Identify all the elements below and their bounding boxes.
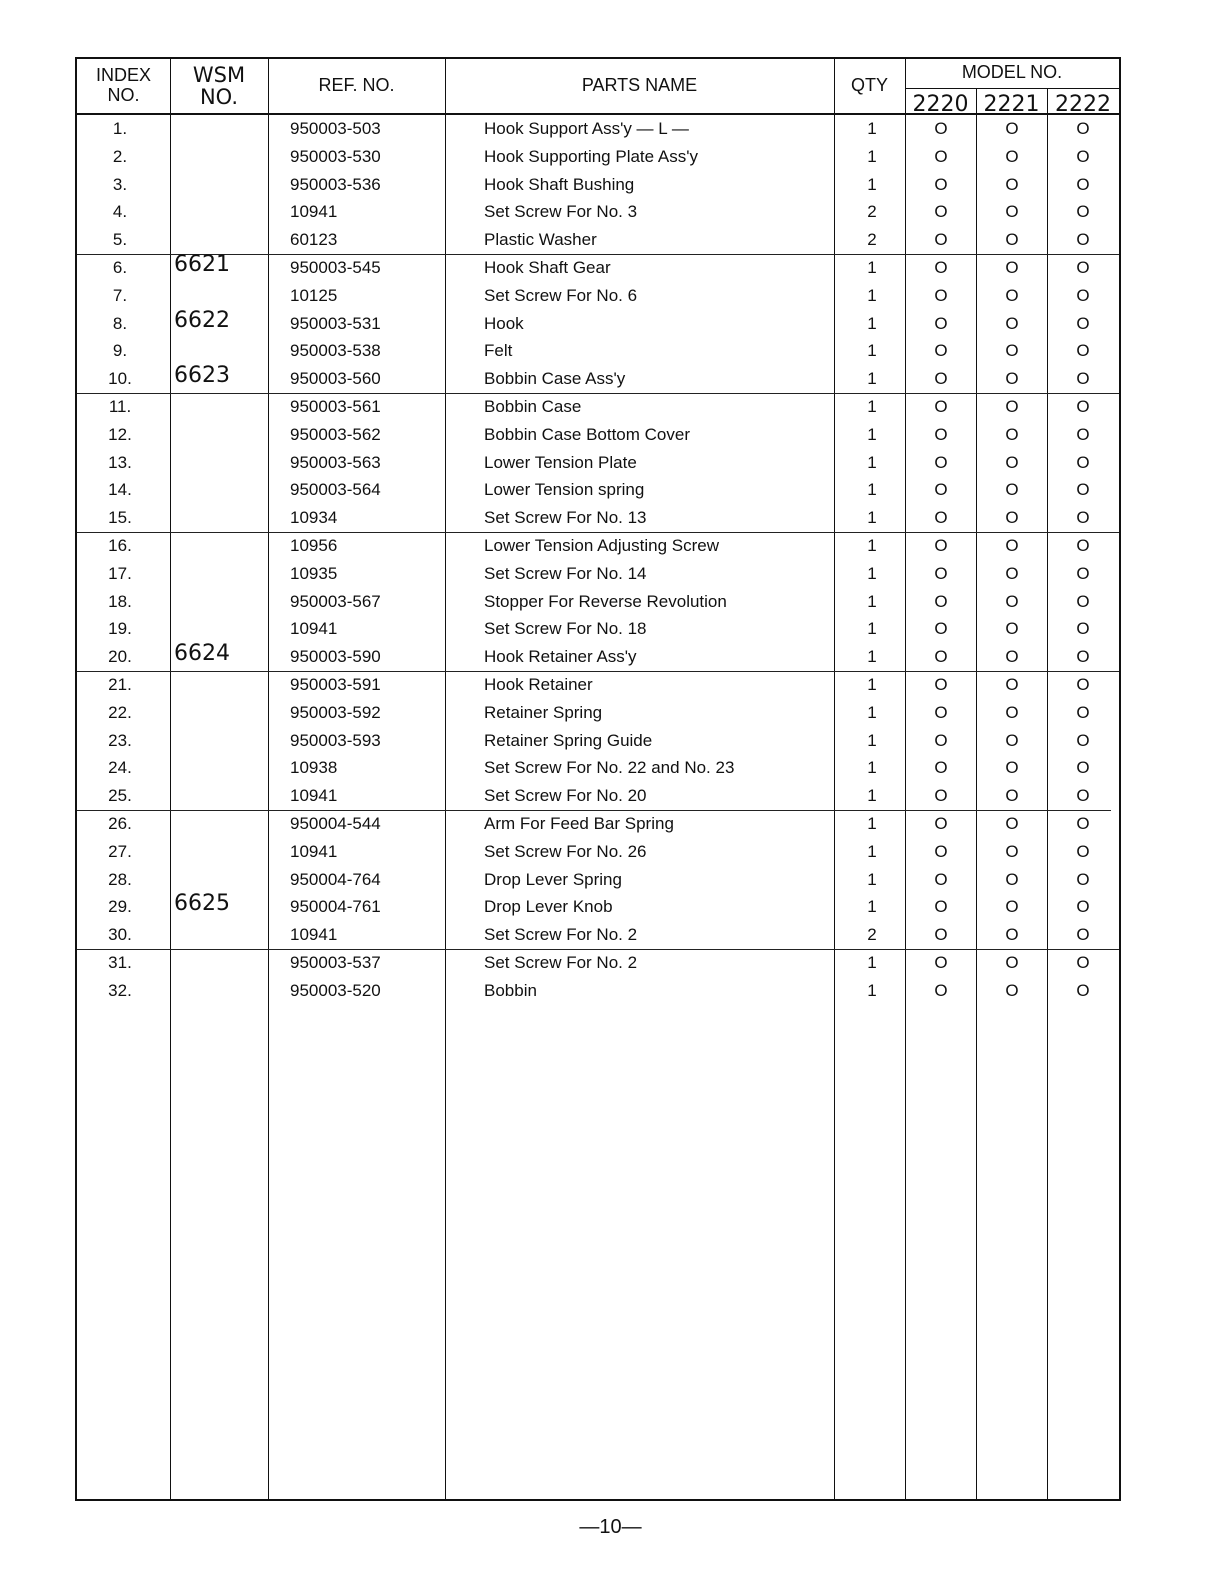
model-2220-mark: O [934,869,948,889]
model-2221-mark: O [1005,119,1019,138]
model-2222-mark: O [1076,536,1090,555]
wsm-cell: 6621 [174,252,230,277]
qty-cell: 2 [867,925,877,945]
header-wsm-line1: WSM [192,63,246,87]
model-2220-mark: O [934,758,948,778]
model-2220-mark: O [934,397,948,416]
ref-no-cell: 950003-567 [290,591,381,611]
parts-name-cell: Hook Shaft Bushing [484,174,635,194]
model-2222-mark: O [1076,508,1090,528]
ref-no-cell: 10941 [290,925,338,945]
table-row [77,782,1119,810]
model-2221-mark: O [1005,230,1019,250]
model-2222-mark: O [1076,702,1090,722]
parts-name-cell: Hook [484,313,524,333]
qty-cell: 1 [867,758,877,778]
qty-cell: 1 [867,786,877,806]
model-2222-mark: O [1076,925,1090,945]
table-row [77,254,1119,282]
index-cell: 4. [112,202,128,222]
table-row [77,588,1119,616]
table-row [77,282,1119,310]
index-cell: 9. [112,341,128,361]
model-2220-mark: O [934,897,948,917]
table-row [77,421,1119,449]
index-cell: 3. [112,174,128,194]
qty-cell: 1 [867,980,877,1000]
table-row [77,143,1119,171]
model-2222-mark: O [1076,647,1090,667]
model-2222-mark: O [1076,341,1090,361]
model-2221-mark: O [1005,397,1019,416]
model-2221-mark: O [1005,536,1019,555]
table-row [77,838,1119,866]
index-cell: 1. [112,119,128,138]
index-cell: 30. [108,925,132,945]
table-row [77,115,1119,143]
parts-name-cell: Set Screw For No. 3 [484,202,638,222]
ref-no-cell: 950004-764 [290,869,381,889]
parts-name-cell: Set Screw For No. 18 [484,619,647,639]
table-row [77,365,1119,393]
model-2221-mark: O [1005,480,1019,500]
parts-name-cell: Hook Retainer [484,675,593,694]
parts-name-cell: Retainer Spring [484,702,603,722]
table-row [77,699,1119,727]
index-cell: 12. [108,424,132,444]
parts-name-cell: Hook Shaft Gear [484,258,611,277]
model-2222-mark: O [1076,980,1090,1000]
ref-no-cell: 950004-544 [290,814,381,833]
model-2220-mark: O [934,480,948,500]
header-index-line1: INDEX [95,65,151,85]
table-row [77,921,1119,949]
model-2222-mark: O [1076,675,1090,694]
parts-name-cell: Set Screw For No. 2 [484,953,638,972]
model-2220-mark: O [934,925,948,945]
model-2222-mark: O [1076,869,1090,889]
ref-no-cell: 950003-538 [290,341,381,361]
ref-no-cell: 950003-593 [290,730,381,750]
ref-no-cell: 10941 [290,786,338,806]
model-2222-mark: O [1076,758,1090,778]
index-cell: 31. [108,953,132,972]
wsm-cell: 6623 [174,363,230,389]
qty-cell: 1 [867,814,877,833]
index-cell: 11. [108,397,132,416]
model-2221-mark: O [1005,730,1019,750]
qty-cell: 1 [867,508,877,528]
table-row [77,307,1119,338]
parts-name-cell: Set Screw For No. 14 [484,563,647,583]
model-2220-mark: O [934,814,948,833]
table-row [77,893,1119,921]
ref-no-cell: 950003-563 [290,452,381,472]
qty-cell: 1 [867,341,877,361]
model-2221-mark: O [1005,786,1019,806]
parts-name-cell: Hook Support Ass'y — L — [484,119,689,138]
wsm-cell: 6624 [174,641,230,667]
parts-name-cell: Set Screw For No. 22 and No. 23 [484,758,735,778]
model-2221-mark: O [1005,953,1019,972]
model-2222-mark: O [1076,230,1090,250]
ref-no-cell: 10941 [290,841,338,861]
table-row [77,615,1119,643]
model-2221-mark: O [1005,869,1019,889]
model-2221-mark: O [1005,369,1019,389]
header-divider [905,88,1119,89]
model-2220-mark: O [934,424,948,444]
ref-no-cell: 950003-592 [290,702,381,722]
model-2221-mark: O [1005,925,1019,945]
index-cell: 24. [108,758,132,778]
model-2220-mark: O [934,980,948,1000]
wsm-cell: 6625 [174,891,230,917]
qty-cell: 2 [867,202,877,222]
model-2220-mark: O [934,619,948,639]
model-2220-mark: O [934,563,948,583]
ref-no-cell: 950003-503 [290,119,381,138]
parts-name-cell: Drop Lever Knob [484,897,613,917]
index-cell: 13. [108,452,132,472]
parts-list-table [75,57,1121,1501]
parts-name-cell: Felt [484,341,513,361]
model-2220-mark: O [934,953,948,972]
ref-no-cell: 950003-545 [290,258,381,277]
parts-name-cell: Hook Retainer Ass'y [484,647,637,667]
model-2221-mark: O [1005,341,1019,361]
parts-name-cell: Retainer Spring Guide [484,730,653,750]
table-row [77,337,1119,365]
qty-cell: 1 [867,647,877,667]
index-cell: 18. [108,591,132,611]
table-row [77,532,1119,560]
parts-name-cell: Set Screw For No. 2 [484,925,638,945]
model-2222-mark: O [1076,591,1090,611]
model-2221-mark: O [1005,702,1019,722]
ref-no-cell: 950003-564 [290,480,381,500]
model-2220-mark: O [934,369,948,389]
parts-name-cell: Hook Supporting Plate Ass'y [484,146,698,166]
header-model-2221: 2221 [983,92,1040,117]
index-cell: 15. [108,508,132,528]
table-row [77,393,1119,421]
ref-no-cell: 950003-520 [290,980,381,1000]
index-cell: 8. [112,313,128,333]
model-2220-mark: O [934,341,948,361]
model-2221-mark: O [1005,285,1019,305]
model-2221-mark: O [1005,619,1019,639]
model-2222-mark: O [1076,313,1090,333]
model-2222-mark: O [1076,786,1090,806]
header-qty: QTY [850,75,888,95]
model-2222-mark: O [1076,119,1090,138]
ref-no-cell: 10938 [290,758,338,778]
model-2220-mark: O [934,313,948,333]
model-2222-mark: O [1076,424,1090,444]
table-row [77,449,1119,477]
qty-cell: 1 [867,258,877,277]
parts-name-cell: Bobbin Case Bottom Cover [484,424,690,444]
table-row [77,226,1119,254]
qty-cell: 1 [867,897,877,917]
model-2221-mark: O [1005,980,1019,1000]
qty-cell: 2 [867,230,877,250]
index-cell: 16. [108,536,132,555]
model-2222-mark: O [1076,258,1090,277]
ref-no-cell: 10125 [290,285,338,305]
model-2222-mark: O [1076,730,1090,750]
qty-cell: 1 [867,146,877,166]
qty-cell: 1 [867,397,877,416]
index-cell: 28. [108,869,132,889]
ref-no-cell: 950004-761 [290,897,381,917]
model-2220-mark: O [934,258,948,277]
qty-cell: 1 [867,953,877,972]
header-wsm [170,64,268,108]
table-row [77,727,1119,755]
table-row [77,198,1119,226]
index-cell: 14. [108,480,132,500]
ref-no-cell: 950003-530 [290,146,381,166]
qty-cell: 1 [867,730,877,750]
model-2222-mark: O [1076,452,1090,472]
ref-no-cell: 10941 [290,619,338,639]
parts-name-cell: Bobbin [484,980,537,1000]
ref-no-cell: 950003-590 [290,647,381,667]
table-row [77,643,1119,671]
model-2222-mark: O [1076,480,1090,500]
parts-name-cell: Lower Tension Plate [484,452,637,472]
qty-cell: 1 [867,702,877,722]
model-2221-mark: O [1005,174,1019,194]
ref-no-cell: 10941 [290,202,338,222]
model-2220-mark: O [934,452,948,472]
qty-cell: 1 [867,424,877,444]
qty-cell: 1 [867,869,877,889]
model-2221-mark: O [1005,424,1019,444]
model-2221-mark: O [1005,452,1019,472]
parts-name-cell: Set Screw For No. 26 [484,841,647,861]
header-model-no: MODEL NO. [961,62,1063,82]
index-cell: 29. [108,897,132,917]
model-2220-mark: O [934,174,948,194]
model-2220-mark: O [934,285,948,305]
index-cell: 22. [108,702,132,722]
header-index [77,65,170,105]
parts-name-cell: Lower Tension spring [484,480,645,500]
qty-cell: 1 [867,313,877,333]
model-2221-mark: O [1005,675,1019,694]
model-2220-mark: O [934,647,948,667]
qty-cell: 1 [867,591,877,611]
index-cell: 5. [112,230,128,250]
qty-cell: 1 [867,285,877,305]
header-index-line2: NO. [107,85,140,105]
ref-no-cell: 950003-537 [290,953,381,972]
ref-no-cell: 950003-536 [290,174,381,194]
ref-no-cell: 10935 [290,563,338,583]
ref-no-cell: 950003-560 [290,369,381,389]
qty-cell: 1 [867,619,877,639]
header-ref-no: REF. NO. [318,75,395,95]
table-row [77,504,1119,532]
parts-name-cell: Set Screw For No. 13 [484,508,647,528]
ref-no-cell: 950003-562 [290,424,381,444]
index-cell: 25. [108,786,132,806]
model-2222-mark: O [1076,897,1090,917]
table-row [77,476,1119,504]
index-cell: 27. [108,841,132,861]
parts-name-cell: Set Screw For No. 6 [484,285,638,305]
parts-name-cell: Bobbin Case [484,397,582,416]
qty-cell: 1 [867,369,877,389]
model-2222-mark: O [1076,563,1090,583]
model-2221-mark: O [1005,202,1019,222]
model-2221-mark: O [1005,258,1019,277]
index-cell: 23. [108,730,132,750]
table-row [77,866,1119,894]
index-cell: 19. [108,619,132,639]
model-2222-mark: O [1076,202,1090,222]
parts-name-cell: Stopper For Reverse Revolution [484,591,727,611]
table-row [77,171,1119,199]
model-2222-mark: O [1076,814,1090,833]
index-cell: 7. [112,285,128,305]
model-2222-mark: O [1076,953,1090,972]
model-2222-mark: O [1076,397,1090,416]
index-cell: 2. [112,146,128,166]
ref-no-cell: 60123 [290,230,338,250]
header-model-2220: 2220 [912,92,969,117]
table-row [77,671,1119,699]
ref-no-cell: 950003-561 [290,397,381,416]
table-row [77,754,1119,782]
model-2220-mark: O [934,146,948,166]
header-wsm-line2: NO. [199,85,239,109]
page-number: —10— [579,1516,642,1538]
model-2220-mark: O [934,841,948,861]
qty-cell: 1 [867,841,877,861]
qty-cell: 1 [867,675,877,694]
model-2222-mark: O [1076,174,1090,194]
model-2220-mark: O [934,508,948,528]
table-row [77,810,1119,838]
index-cell: 17. [108,563,132,583]
wsm-cell: 6622 [174,307,230,333]
parts-name-cell: Arm For Feed Bar Spring [484,814,674,833]
index-cell: 26. [108,814,132,833]
model-2220-mark: O [934,675,948,694]
index-cell: 6. [112,258,128,277]
parts-name-cell: Plastic Washer [484,230,597,250]
model-2220-mark: O [934,786,948,806]
index-cell: 21. [108,675,132,694]
model-2222-mark: O [1076,369,1090,389]
index-cell: 10. [108,369,132,389]
model-2220-mark: O [934,230,948,250]
ref-no-cell: 950003-531 [290,313,381,333]
index-cell: 20. [108,647,132,667]
parts-name-cell: Set Screw For No. 20 [484,786,647,806]
model-2221-mark: O [1005,146,1019,166]
ref-no-cell: 10956 [290,536,338,555]
model-2220-mark: O [934,202,948,222]
ref-no-cell: 10934 [290,508,338,528]
table-row [77,977,1119,1005]
model-2220-mark: O [934,119,948,138]
table-row [77,949,1119,977]
model-2220-mark: O [934,702,948,722]
header-model-2222: 2222 [1055,92,1111,117]
parts-name-cell: Bobbin Case Ass'y [484,369,626,389]
model-2222-mark: O [1076,146,1090,166]
model-2221-mark: O [1005,814,1019,833]
parts-name-cell: Drop Lever Spring [484,869,622,889]
table-row [77,560,1119,588]
qty-cell: 1 [867,480,877,500]
qty-cell: 1 [867,563,877,583]
parts-name-cell: Lower Tension Adjusting Screw [484,536,719,555]
model-2221-mark: O [1005,647,1019,667]
model-2221-mark: O [1005,897,1019,917]
index-cell: 32. [108,980,132,1000]
model-2221-mark: O [1005,591,1019,611]
model-2220-mark: O [934,536,948,555]
model-2220-mark: O [934,591,948,611]
qty-cell: 1 [867,174,877,194]
qty-cell: 1 [867,119,877,138]
model-2221-mark: O [1005,841,1019,861]
qty-cell: 1 [867,452,877,472]
model-2222-mark: O [1076,285,1090,305]
header-parts-name: PARTS NAME [581,75,698,95]
model-2221-mark: O [1005,758,1019,778]
model-2221-mark: O [1005,313,1019,333]
model-2221-mark: O [1005,508,1019,528]
model-2221-mark: O [1005,563,1019,583]
model-2220-mark: O [934,730,948,750]
model-2222-mark: O [1076,841,1090,861]
qty-cell: 1 [867,536,877,555]
model-2222-mark: O [1076,619,1090,639]
ref-no-cell: 950003-591 [290,675,381,694]
